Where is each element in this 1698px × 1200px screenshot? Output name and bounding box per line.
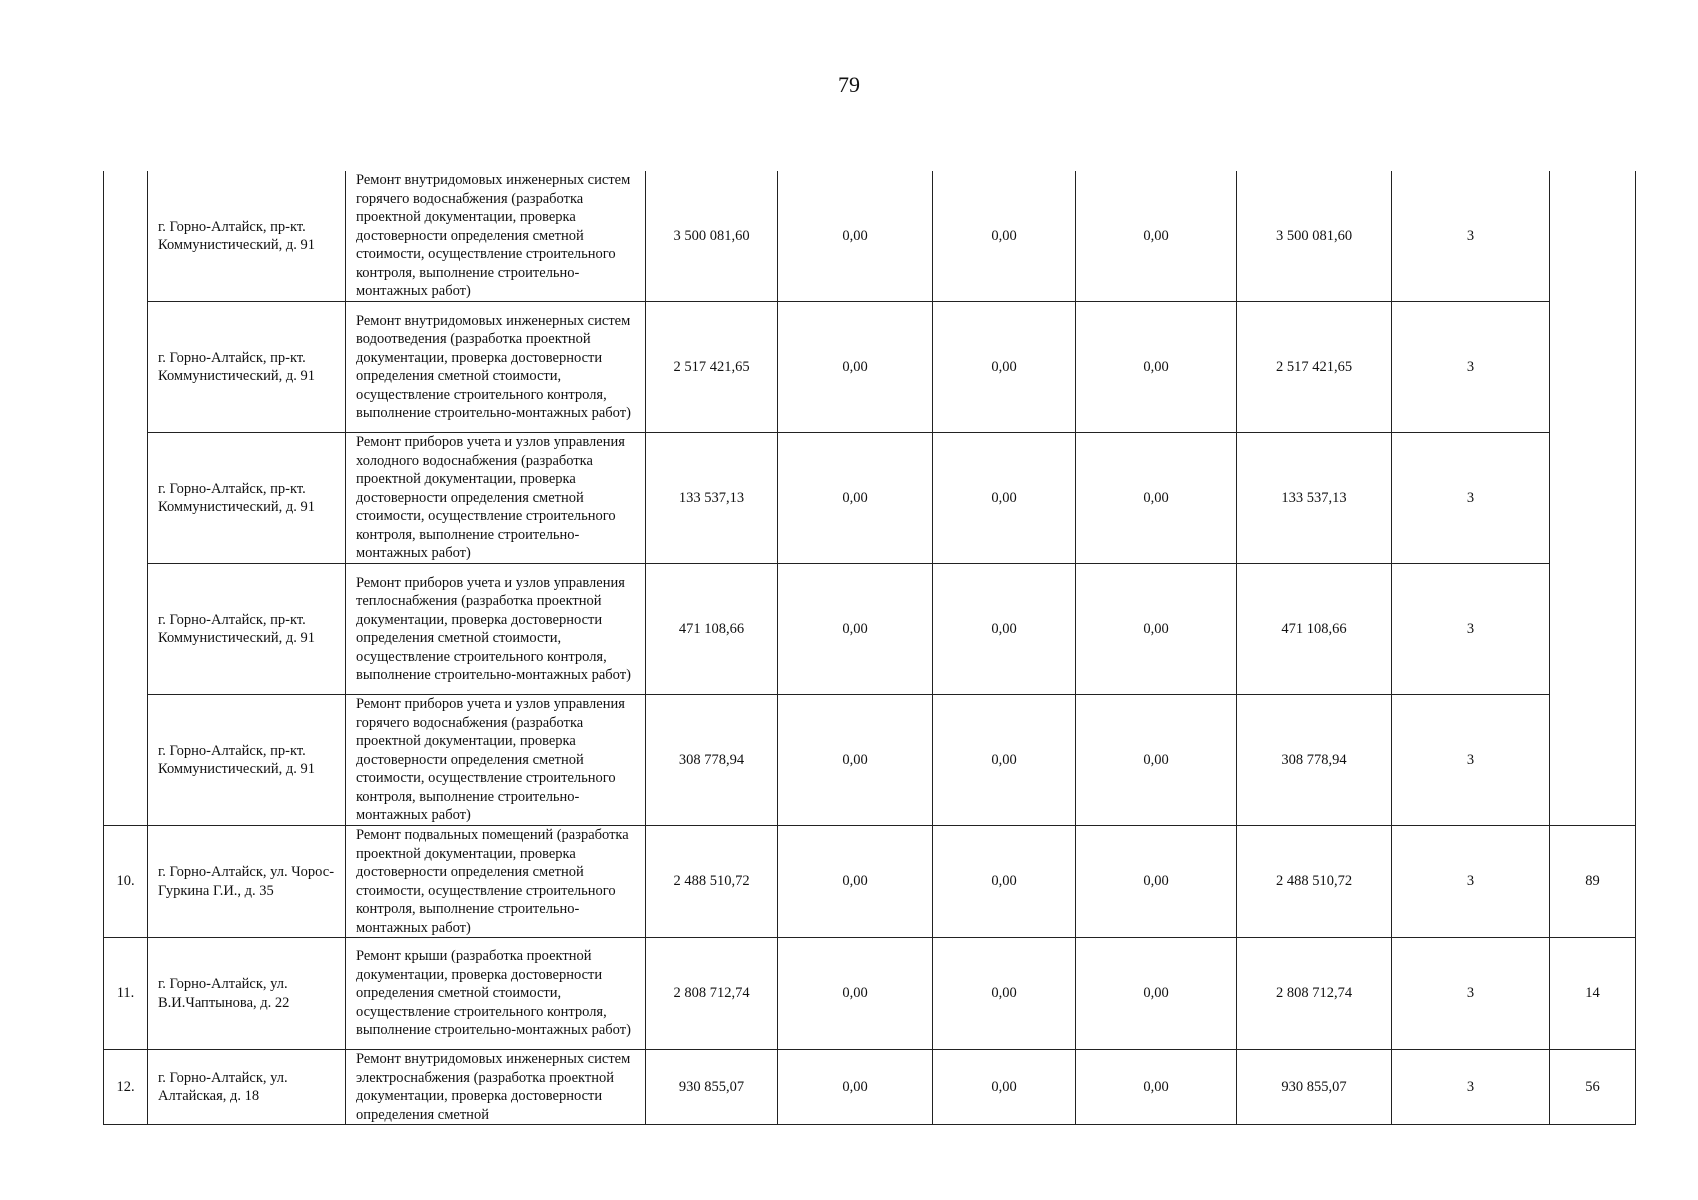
fund-cell-5: 471 108,66: [1237, 564, 1392, 695]
total-cost-cell: 471 108,66: [646, 564, 778, 695]
table-row: [104, 564, 1636, 695]
fund-cell-2: 0,00: [778, 302, 933, 433]
total-cost-cell: 2 488 510,72: [646, 826, 778, 938]
address-cell: г. Горно-Алтайск, пр-кт. Коммунистический, д. 91: [148, 433, 346, 564]
total-cost-cell: 2 517 421,65: [646, 302, 778, 433]
row-number-cell: 10.: [104, 826, 148, 938]
total-cost-cell: 930 855,07: [646, 1050, 778, 1125]
work-description-cell: Ремонт подвальных помещений (разработка проектной документации, проверка достоверности определения сметной стоимости, осуществление строительного контроля, выполнение строительно-монтажных работ): [346, 826, 646, 938]
table-row: [104, 1050, 1636, 1125]
method-cell: 3: [1392, 302, 1550, 433]
method-cell: 3: [1392, 695, 1550, 826]
fund-cell-4: 0,00: [1076, 695, 1237, 826]
fund-cell-5: 2 517 421,65: [1237, 302, 1392, 433]
fund-cell-4: 0,00: [1076, 564, 1237, 695]
fund-cell-3: 0,00: [933, 1050, 1076, 1125]
table-row: [104, 433, 1636, 564]
address-cell: г. Горно-Алтайск, пр-кт. Коммунистический, д. 91: [148, 564, 346, 695]
fund-cell-2: 0,00: [778, 1050, 933, 1125]
table-row: [104, 938, 1636, 1050]
address-cell: г. Горно-Алтайск, пр-кт. Коммунистический, д. 91: [148, 302, 346, 433]
work-description-cell: Ремонт приборов учета и узлов управления холодного водоснабжения (разработка проектной документации, проверка достоверности определения сметной стоимости, осуществление строительного контроля, выполнение строительно-монтажных работ): [346, 433, 646, 564]
fund-cell-2: 0,00: [778, 433, 933, 564]
last-column-cell: 14: [1550, 938, 1636, 1050]
fund-cell-5: 308 778,94: [1237, 695, 1392, 826]
fund-cell-3: 0,00: [933, 938, 1076, 1050]
total-cost-cell: 308 778,94: [646, 695, 778, 826]
fund-cell-4: 0,00: [1076, 433, 1237, 564]
table-row: [104, 171, 1636, 302]
fund-cell-5: 2 808 712,74: [1237, 938, 1392, 1050]
address-cell: г. Горно-Алтайск, пр-кт. Коммунистический, д. 91: [148, 171, 346, 302]
work-description-cell: Ремонт крыши (разработка проектной документации, проверка достоверности определения сметной стоимости, осуществление строительного контроля, выполнение строительно-монтажных работ): [346, 938, 646, 1050]
fund-cell-4: 0,00: [1076, 1050, 1237, 1125]
table-row: [104, 302, 1636, 433]
fund-cell-3: 0,00: [933, 433, 1076, 564]
fund-cell-3: 0,00: [933, 171, 1076, 302]
method-cell: 3: [1392, 564, 1550, 695]
repair-works-table: [103, 171, 1636, 1125]
work-description-cell: Ремонт внутридомовых инженерных систем водоотведения (разработка проектной документации, проверка достоверности определения сметной стоимости, осуществление строительного контроля, выполнение строительно-монтажных работ): [346, 302, 646, 433]
total-cost-cell: 2 808 712,74: [646, 938, 778, 1050]
table-row: [104, 826, 1636, 938]
total-cost-cell: 133 537,13: [646, 433, 778, 564]
table-row: [104, 695, 1636, 826]
row-number-cell: [104, 171, 148, 826]
fund-cell-4: 0,00: [1076, 171, 1237, 302]
address-cell: г. Горно-Алтайск, пр-кт. Коммунистический, д. 91: [148, 695, 346, 826]
row-number-cell: 11.: [104, 938, 148, 1050]
fund-cell-5: 133 537,13: [1237, 433, 1392, 564]
method-cell: 3: [1392, 1050, 1550, 1125]
fund-cell-3: 0,00: [933, 826, 1076, 938]
method-cell: 3: [1392, 433, 1550, 564]
address-cell: г. Горно-Алтайск, ул. Чорос-Гуркина Г.И., д. 35: [148, 826, 346, 938]
work-description-cell: Ремонт внутридомовых инженерных систем электроснабжения (разработка проектной документации, проверка достоверности определения сметной: [346, 1050, 646, 1125]
last-column-cell: 56: [1550, 1050, 1636, 1125]
last-column-cell: 89: [1550, 826, 1636, 938]
method-cell: 3: [1392, 171, 1550, 302]
work-description-cell: Ремонт внутридомовых инженерных систем горячего водоснабжения (разработка проектной документации, проверка достоверности определения сметной стоимости, осуществление строительного контроля, выполнение строительно-монтажных работ): [346, 171, 646, 302]
fund-cell-2: 0,00: [778, 171, 933, 302]
fund-cell-3: 0,00: [933, 302, 1076, 433]
work-description-cell: Ремонт приборов учета и узлов управления теплоснабжения (разработка проектной документации, проверка достоверности определения сметной стоимости, осуществление строительного контроля, выполнение строительно-монтажных работ): [346, 564, 646, 695]
work-description-cell: Ремонт приборов учета и узлов управления горячего водоснабжения (разработка проектной документации, проверка достоверности определения сметной стоимости, осуществление строительного контроля, выполнение строительно-монтажных работ): [346, 695, 646, 826]
method-cell: 3: [1392, 826, 1550, 938]
page-number: 79: [838, 72, 860, 97]
fund-cell-2: 0,00: [778, 564, 933, 695]
fund-cell-4: 0,00: [1076, 302, 1237, 433]
last-column-cell: [1550, 171, 1636, 826]
fund-cell-3: 0,00: [933, 695, 1076, 826]
fund-cell-5: 2 488 510,72: [1237, 826, 1392, 938]
total-cost-cell: 3 500 081,60: [646, 171, 778, 302]
fund-cell-2: 0,00: [778, 938, 933, 1050]
address-cell: г. Горно-Алтайск, ул. В.И.Чаптынова, д. 22: [148, 938, 346, 1050]
row-number-cell: 12.: [104, 1050, 148, 1125]
method-cell: 3: [1392, 938, 1550, 1050]
address-cell: г. Горно-Алтайск, ул. Алтайская, д. 18: [148, 1050, 346, 1125]
fund-cell-3: 0,00: [933, 564, 1076, 695]
fund-cell-5: 930 855,07: [1237, 1050, 1392, 1125]
fund-cell-4: 0,00: [1076, 826, 1237, 938]
fund-cell-2: 0,00: [778, 695, 933, 826]
fund-cell-2: 0,00: [778, 826, 933, 938]
fund-cell-4: 0,00: [1076, 938, 1237, 1050]
fund-cell-5: 3 500 081,60: [1237, 171, 1392, 302]
